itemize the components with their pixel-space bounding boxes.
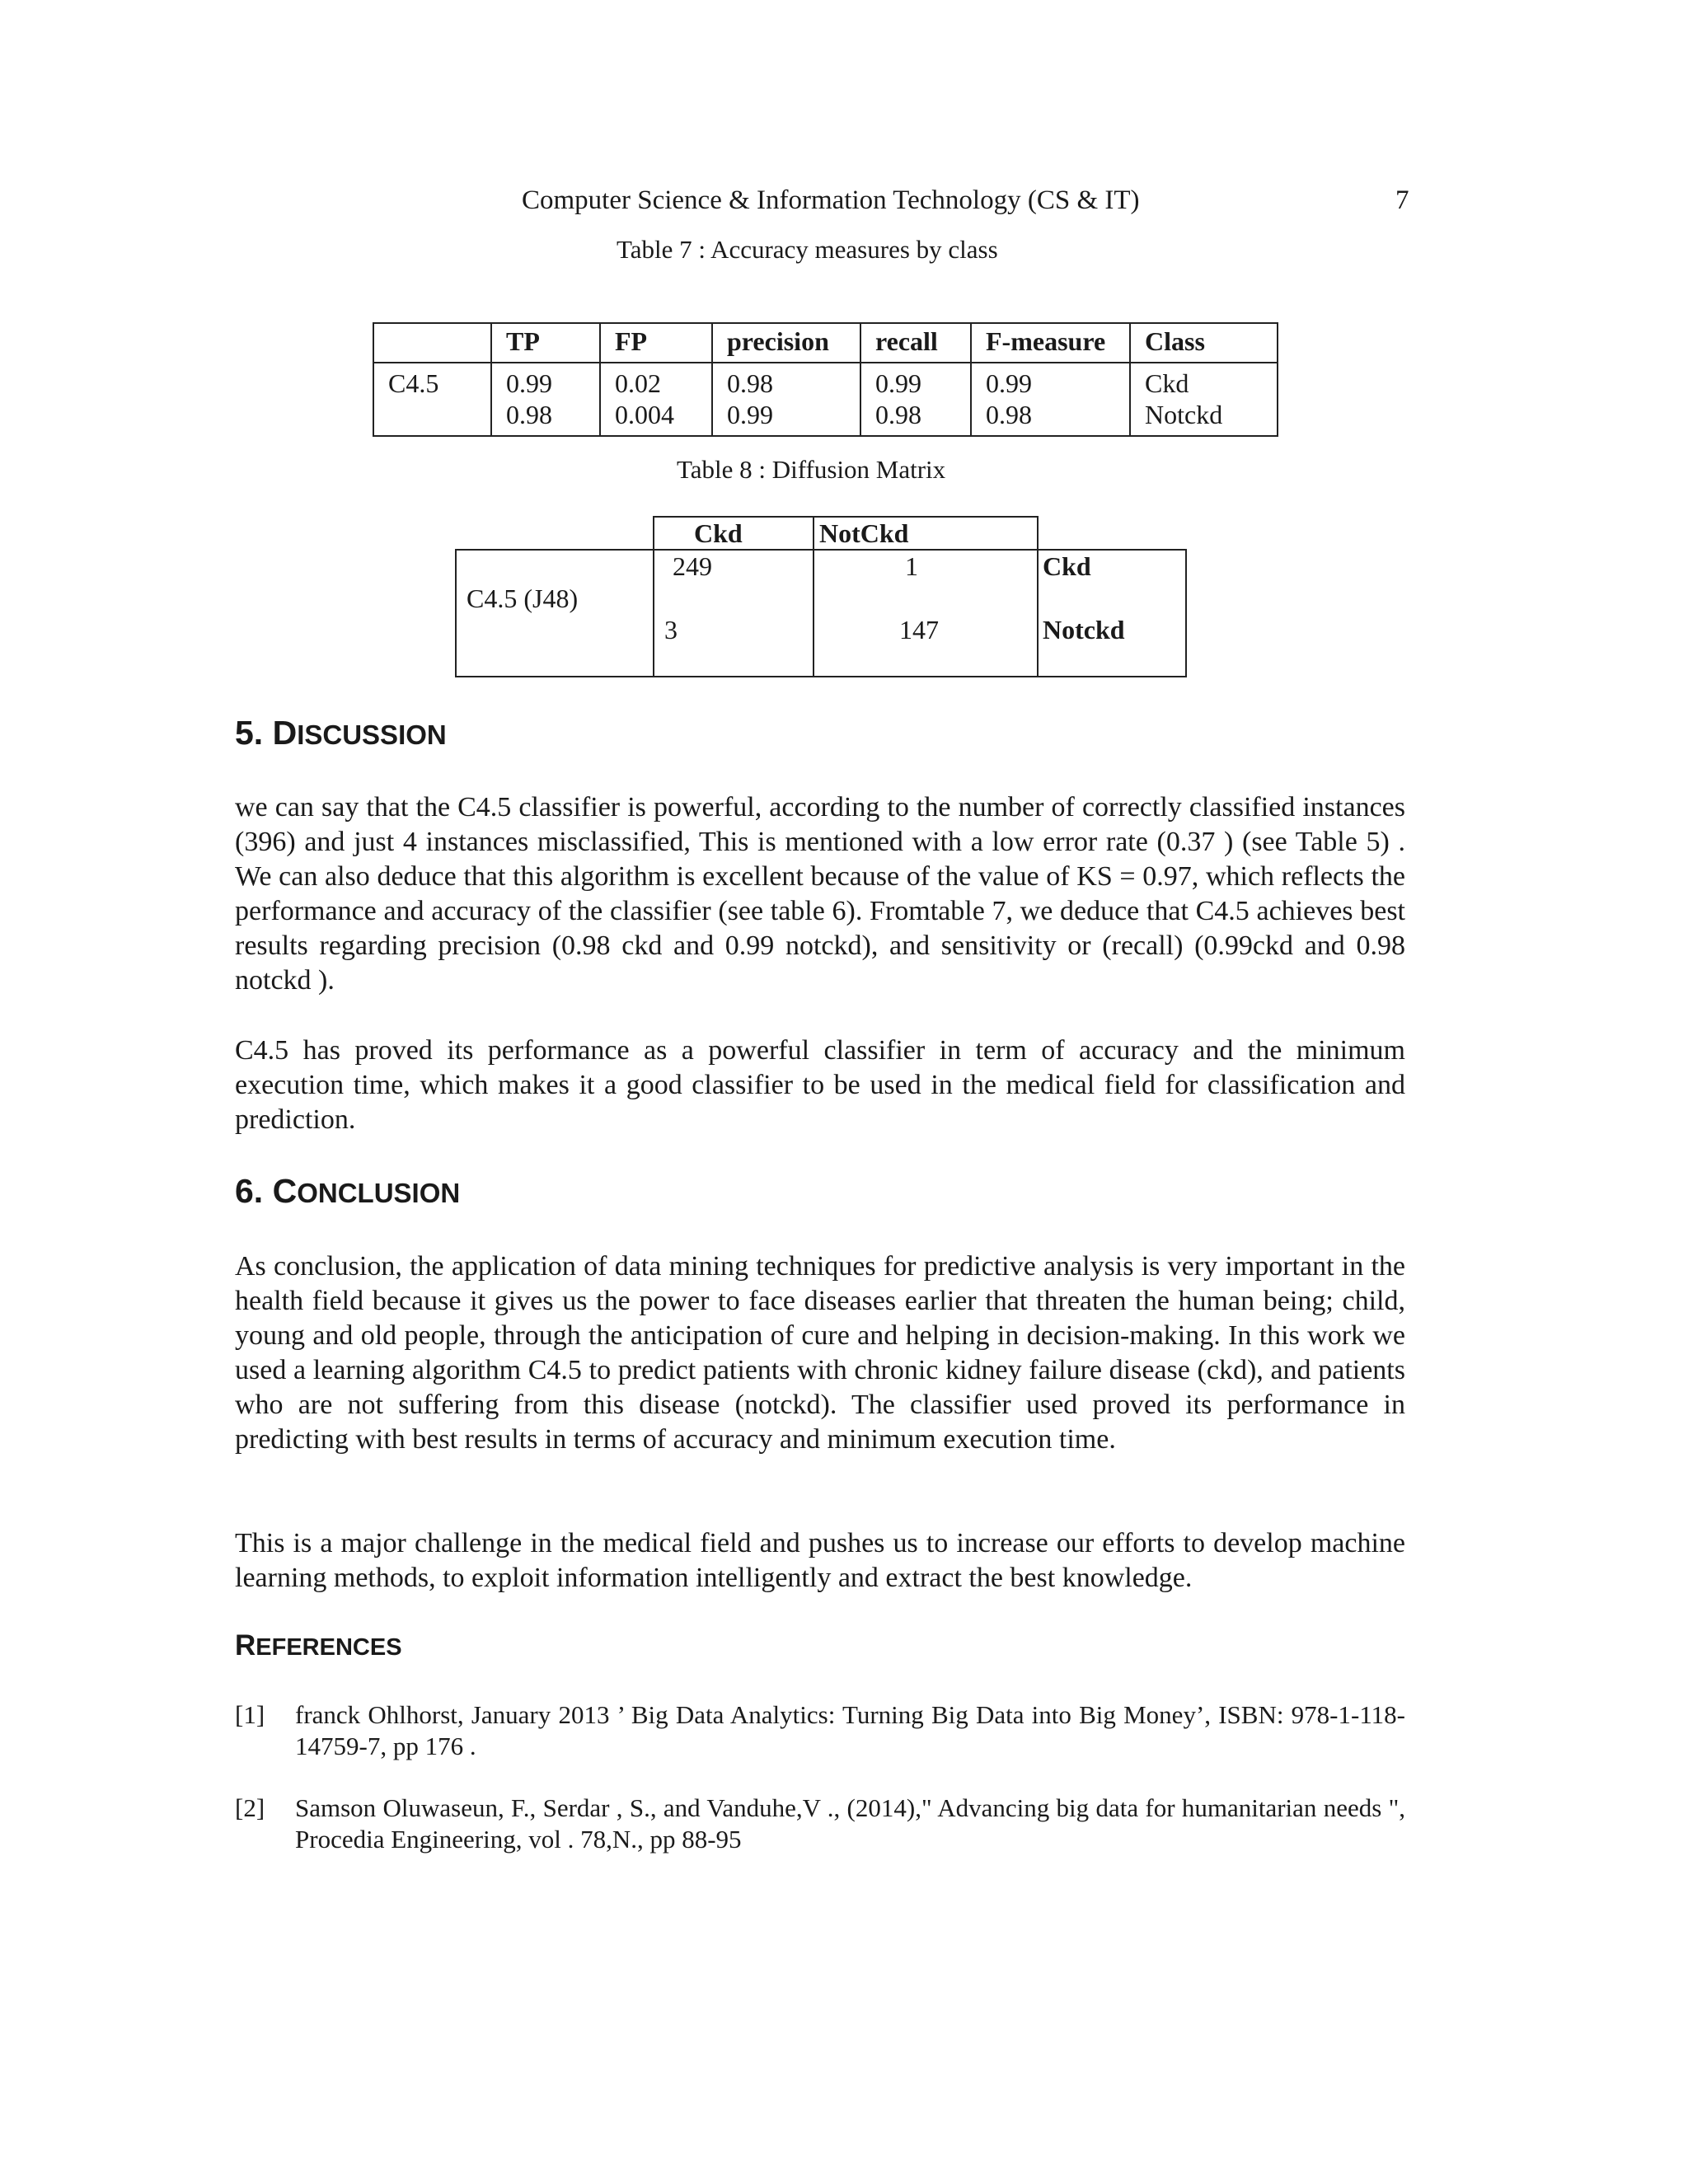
table-8-header-notckd: NotCkd <box>819 518 909 548</box>
table-cell: 0.98 <box>860 399 971 436</box>
table-cell: 0.99 <box>491 363 600 399</box>
section-title-rest: ISCUSSION <box>297 719 447 750</box>
table-8-rule <box>1185 549 1187 677</box>
reference-text: franck Ohlhorst, January 2013 ’ Big Data Analytics: Turning Big Data into Big Money’, ISBN: 978-1-118-14759-7, pp 176 . <box>295 1700 1405 1760</box>
table-cell: 0.99 <box>860 363 971 399</box>
references-title-rest: EFERENCES <box>256 1634 402 1661</box>
conclusion-paragraph: As conclusion, the application of data mining techniques for predictive analysis is very important in the health field because it gives us the power to face diseases earlier that threaten the human being; child, young and old people, through the anticipation of cure and helping in decision-making. In this work we used a learning algorithm C4.5 to predict patients with chronic kidney failure disease (ckd), and patients who are not suffering from this disease (notckd). The classifier used proved its performance in predicting with best results in terms of accuracy and minimum execution time. <box>235 1251 1405 1455</box>
table-8-caption: Table 8 : Diffusion Matrix <box>677 455 946 484</box>
table-8-class-label: Notckd <box>1043 615 1125 644</box>
table-cell: 0.98 <box>491 399 600 436</box>
table-8-rule <box>455 676 1187 677</box>
table-7-classifier-cell: C4.5 <box>373 363 491 399</box>
page-number: 7 <box>1395 185 1409 215</box>
reference-text: Samson Oluwaseun, F., Serdar , S., and Vanduhe,V ., (2014)," Advancing big data for humanitarian needs ", Procedia Engineering, vol . 78,N., pp 88-95 <box>295 1793 1405 1854</box>
table-cell: 0.98 <box>971 399 1130 436</box>
section-number: 5. <box>235 714 273 752</box>
table-8-rule <box>455 549 457 677</box>
running-header: Computer Science & Information Technology (CS & IT) <box>522 185 1140 215</box>
table-8-diffusion-matrix <box>0 0 1688 742</box>
reference-number: [2] <box>235 1793 265 1822</box>
table-8-row-label: C4.5 (J48) <box>467 583 579 613</box>
table-7-header-cell: recall <box>860 323 971 363</box>
section-title-initial: C <box>272 1172 298 1210</box>
table-7-header-cell: Class <box>1130 323 1278 363</box>
table-cell: Notckd <box>1130 399 1278 436</box>
table-8-rule <box>813 516 814 677</box>
conclusion-paragraph: This is a major challenge in the medical field and pushes us to increase our efforts to develop machine learning methods, to exploit information intelligently and extract the best knowledge. <box>235 1528 1405 1593</box>
discussion-paragraph: we can say that the C4.5 classifier is powerful, according to the number of correctly classified instances (396) and just 4 instances misclassified, This is mentioned with a low error rate (0.37 ) (see Table 5) . We can also deduce that this algorithm is excellent because of the value of KS = 0.97, which reflects the performance and accuracy of the classifier (see table 6). Fromtable 7, we deduce that C4.5 achieves best results regarding precision (0.98 ckd and 0.99 notckd), and sensitivity or (recall) (0.99ckd and 0.98 notckd ). <box>235 792 1405 996</box>
section-title-initial: D <box>272 714 298 752</box>
references-title-initial: R <box>235 1629 256 1661</box>
table-8-cell: 1 <box>905 551 918 581</box>
reference-number: [1] <box>235 1700 265 1729</box>
table-cell: 0.004 <box>600 399 712 436</box>
references-heading <box>235 1628 402 1666</box>
table-7-header-cell: precision <box>712 323 860 363</box>
section-title-rest: ONCLUSION <box>297 1178 461 1208</box>
table-7-header-cell: F-measure <box>971 323 1130 363</box>
table-8-header-ckd: Ckd <box>694 518 743 548</box>
discussion-paragraph: C4.5 has proved its performance as a powerful classifier in term of accuracy and the minimum execution time, which makes it a good classifier to be used in the medical field for classification and prediction. <box>235 1035 1405 1135</box>
table-8-cell: 249 <box>673 551 712 581</box>
reference-item <box>235 1793 1405 1855</box>
table-7-caption: Table 7 : Accuracy measures by class <box>617 235 998 264</box>
table-cell: 0.98 <box>712 363 860 399</box>
table-7-header-cell: FP <box>600 323 712 363</box>
section-number: 6. <box>235 1172 273 1210</box>
table-cell: Ckd <box>1130 363 1278 399</box>
table-7-header-cell: TP <box>491 323 600 363</box>
table-8-cell: 147 <box>899 615 939 644</box>
section-heading-conclusion <box>235 1170 460 1214</box>
table-8-class-label: Ckd <box>1043 551 1091 581</box>
section-heading-discussion <box>235 712 447 756</box>
table-cell: 0.99 <box>971 363 1130 399</box>
table-8-rule <box>1037 516 1039 677</box>
reference-item <box>235 1699 1405 1762</box>
table-cell: 0.99 <box>712 399 860 436</box>
table-8-cell: 3 <box>664 615 678 644</box>
table-cell: 0.02 <box>600 363 712 399</box>
table-8-rule <box>653 516 654 677</box>
